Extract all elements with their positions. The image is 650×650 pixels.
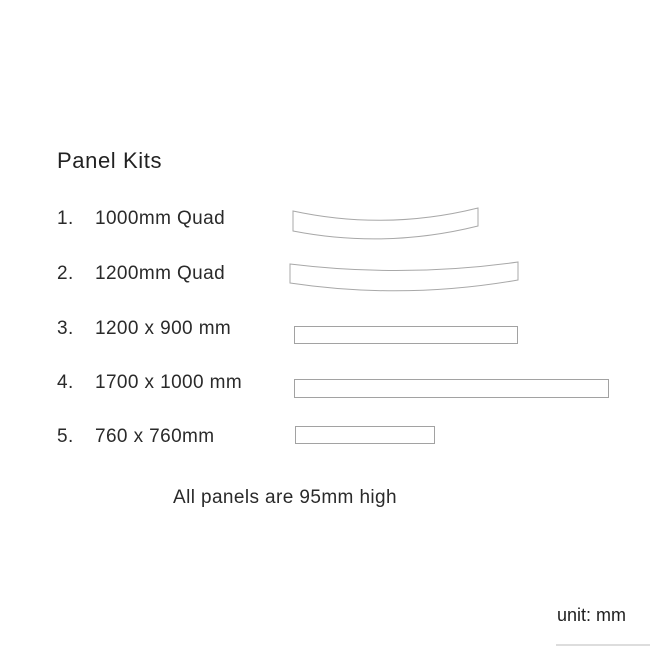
list-item-number: 5. (57, 426, 74, 447)
list-item (57, 208, 225, 230)
list-item-number: 1. (57, 208, 74, 229)
curved-panel-outline-1 (292, 205, 479, 248)
list-item-label: 1200 x 900 mm (95, 318, 232, 339)
panels-height-note: All panels are 95mm high (173, 487, 397, 508)
list-item-label: 760 x 760mm (95, 426, 215, 447)
list-item (57, 318, 231, 340)
list-item-number: 3. (57, 318, 74, 339)
unit-label: unit: mm (556, 605, 626, 625)
curved-panel-outline-2 (289, 259, 519, 302)
rectangular-panel-outline-3 (294, 326, 518, 344)
rectangular-panel-outline-5 (295, 426, 435, 444)
page-title: Panel Kits (57, 148, 163, 173)
list-item-label: 1200mm Quad (95, 263, 226, 284)
list-item-label: 1000mm Quad (95, 208, 226, 229)
list-item (57, 426, 215, 448)
rectangular-panel-outline-4 (294, 379, 609, 398)
list-item (57, 372, 242, 394)
list-item-label: 1700 x 1000 mm (95, 372, 243, 393)
list-item-number: 2. (57, 263, 74, 284)
list-item-number: 4. (57, 372, 74, 393)
edge-line-fragment (556, 644, 650, 646)
list-item (57, 263, 225, 285)
